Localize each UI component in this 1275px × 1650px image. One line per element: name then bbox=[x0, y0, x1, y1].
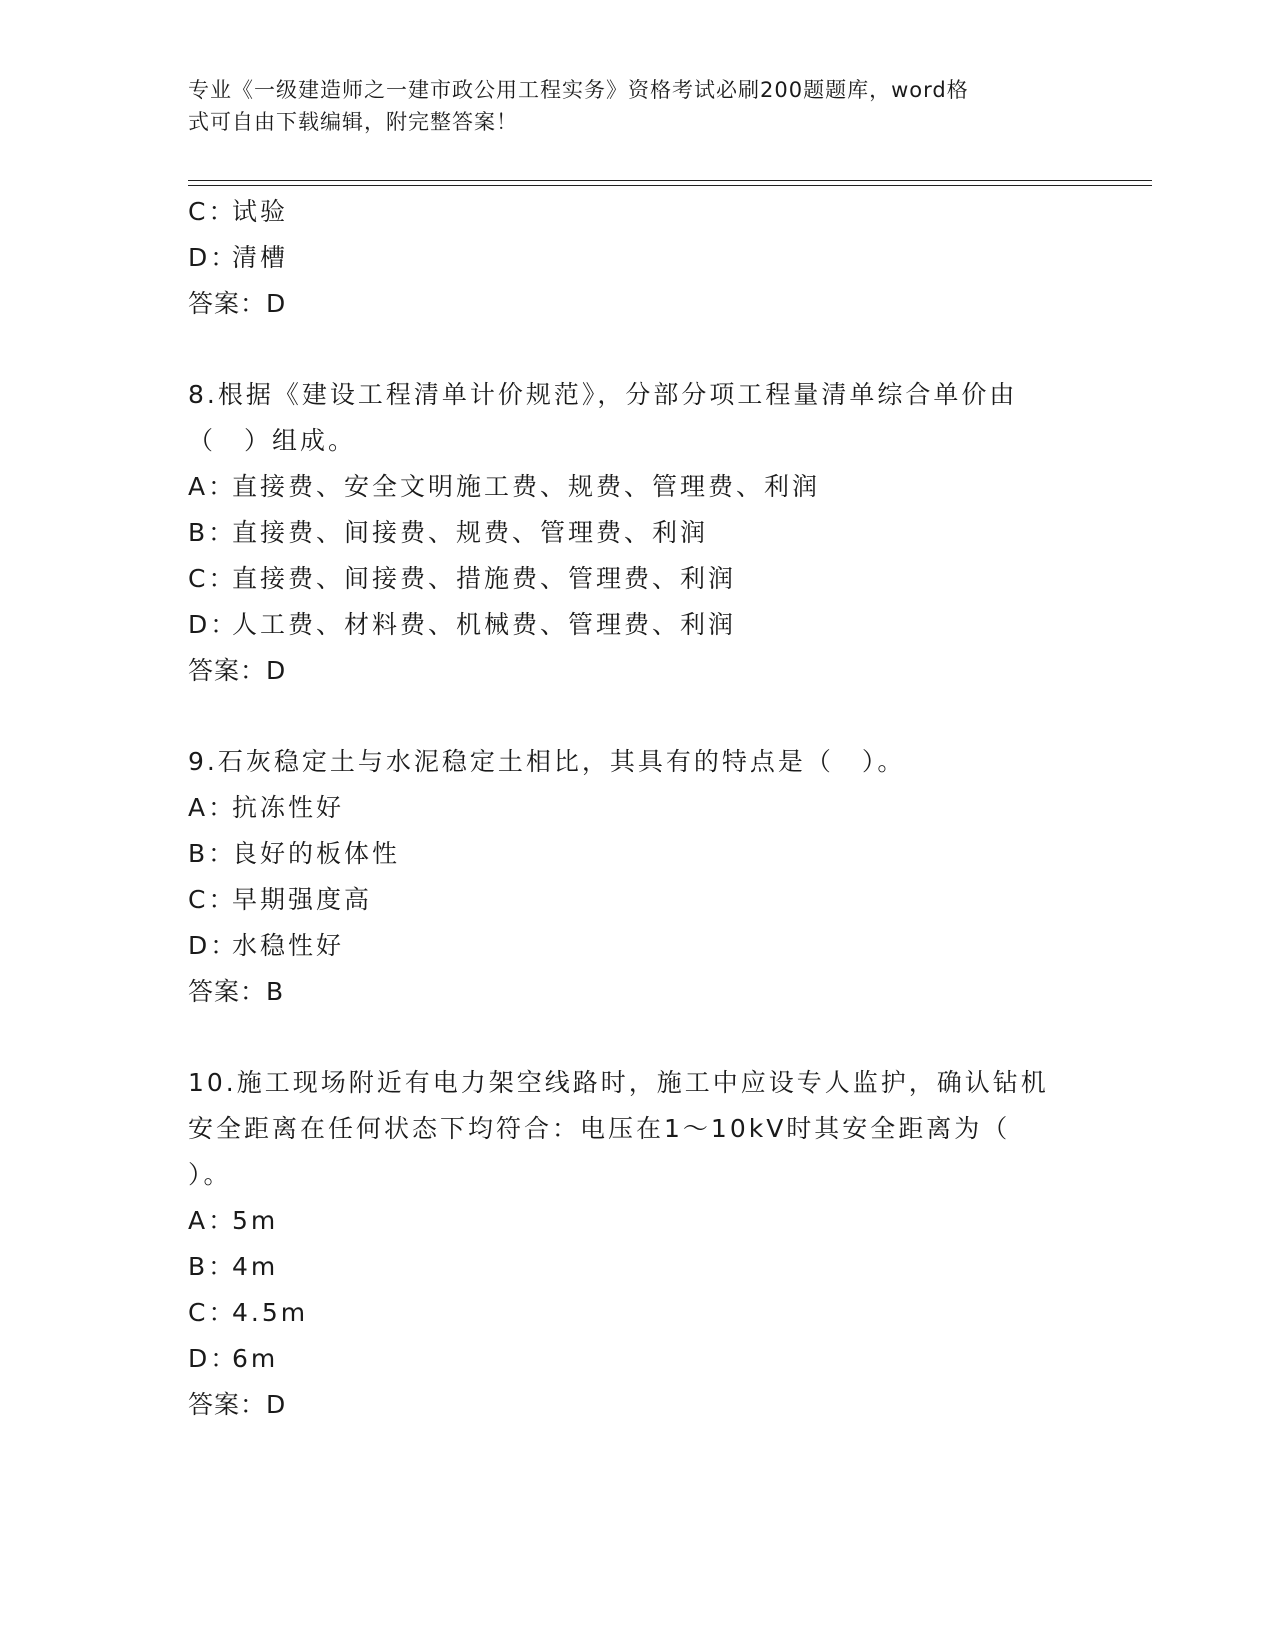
option-a bbox=[188, 785, 1088, 831]
option-text: 良好的板体性 bbox=[232, 839, 401, 868]
option-letter: C： bbox=[188, 885, 237, 914]
option-text: 人工费、材料费、机械费、管理费、利润 bbox=[232, 610, 737, 639]
option-letter: C： bbox=[188, 564, 237, 593]
option-d bbox=[188, 923, 1088, 969]
spacer bbox=[188, 327, 1088, 372]
option-letter: D： bbox=[188, 1344, 239, 1373]
option-d bbox=[188, 235, 1088, 281]
header-line-1: 专业《一级建造师之一建市政公用工程实务》资格考试必刷200题题库，word格 bbox=[188, 78, 969, 102]
option-c bbox=[188, 1290, 1088, 1336]
option-b bbox=[188, 1244, 1088, 1290]
option-c bbox=[188, 556, 1088, 602]
option-letter: B： bbox=[188, 839, 237, 868]
option-text: 6m bbox=[232, 1344, 279, 1373]
question-text-line: 9.石灰稳定土与水泥稳定土相比，其具有的特点是（ ）。 bbox=[188, 747, 906, 776]
option-d bbox=[188, 602, 1088, 648]
option-letter: A： bbox=[188, 472, 237, 501]
answer: 答案：D bbox=[188, 1390, 287, 1419]
question-text-line: 8.根据《建设工程清单计价规范》，分部分项工程量清单综合单价由 bbox=[188, 380, 1018, 409]
option-text: 直接费、安全文明施工费、规费、管理费、利润 bbox=[232, 472, 821, 501]
option-c bbox=[188, 877, 1088, 923]
option-d bbox=[188, 1336, 1088, 1382]
option-letter: B： bbox=[188, 518, 237, 547]
option-c bbox=[188, 189, 1088, 235]
answer: 答案：D bbox=[188, 656, 287, 685]
header-divider-bottom bbox=[188, 185, 1152, 186]
page-header bbox=[188, 74, 1068, 138]
option-letter: D： bbox=[188, 243, 239, 272]
option-letter: D： bbox=[188, 931, 239, 960]
answer: 答案：D bbox=[188, 289, 287, 318]
option-text: 试验 bbox=[232, 197, 289, 226]
spacer bbox=[188, 694, 1088, 739]
option-a bbox=[188, 464, 1088, 510]
option-text: 清槽 bbox=[232, 243, 289, 272]
question-8 bbox=[188, 372, 1088, 694]
header-divider-top bbox=[188, 180, 1152, 181]
header-line-2: 式可自由下载编辑，附完整答案！ bbox=[188, 110, 518, 134]
option-text: 直接费、间接费、措施费、管理费、利润 bbox=[232, 564, 737, 593]
option-letter: D： bbox=[188, 610, 239, 639]
option-b bbox=[188, 831, 1088, 877]
question-7-tail bbox=[188, 189, 1088, 327]
question-9 bbox=[188, 739, 1088, 1015]
option-letter: A： bbox=[188, 1206, 237, 1235]
option-letter: A： bbox=[188, 793, 237, 822]
question-text-line: ）。 bbox=[188, 1160, 232, 1189]
spacer bbox=[188, 1015, 1088, 1060]
option-a bbox=[188, 1198, 1088, 1244]
question-text-line: 10.施工现场附近有电力架空线路时，施工中应设专人监护，确认钻机 bbox=[188, 1068, 1049, 1097]
option-text: 4m bbox=[232, 1252, 279, 1281]
question-text-line: （ ）组成。 bbox=[188, 426, 357, 455]
option-letter: B： bbox=[188, 1252, 237, 1281]
option-text: 直接费、间接费、规费、管理费、利润 bbox=[232, 518, 709, 547]
option-text: 5m bbox=[232, 1206, 279, 1235]
option-b bbox=[188, 510, 1088, 556]
option-text: 早期强度高 bbox=[232, 885, 373, 914]
option-text: 4.5m bbox=[232, 1298, 309, 1327]
option-letter: C： bbox=[188, 197, 237, 226]
option-text: 抗冻性好 bbox=[232, 793, 345, 822]
answer: 答案：B bbox=[188, 977, 285, 1006]
document-body bbox=[188, 189, 1088, 1428]
option-letter: C： bbox=[188, 1298, 237, 1327]
question-10 bbox=[188, 1060, 1088, 1428]
question-text-line: 安全距离在任何状态下均符合：电压在1～10kV时其安全距离为（ bbox=[188, 1114, 1011, 1143]
option-text: 水稳性好 bbox=[232, 931, 345, 960]
